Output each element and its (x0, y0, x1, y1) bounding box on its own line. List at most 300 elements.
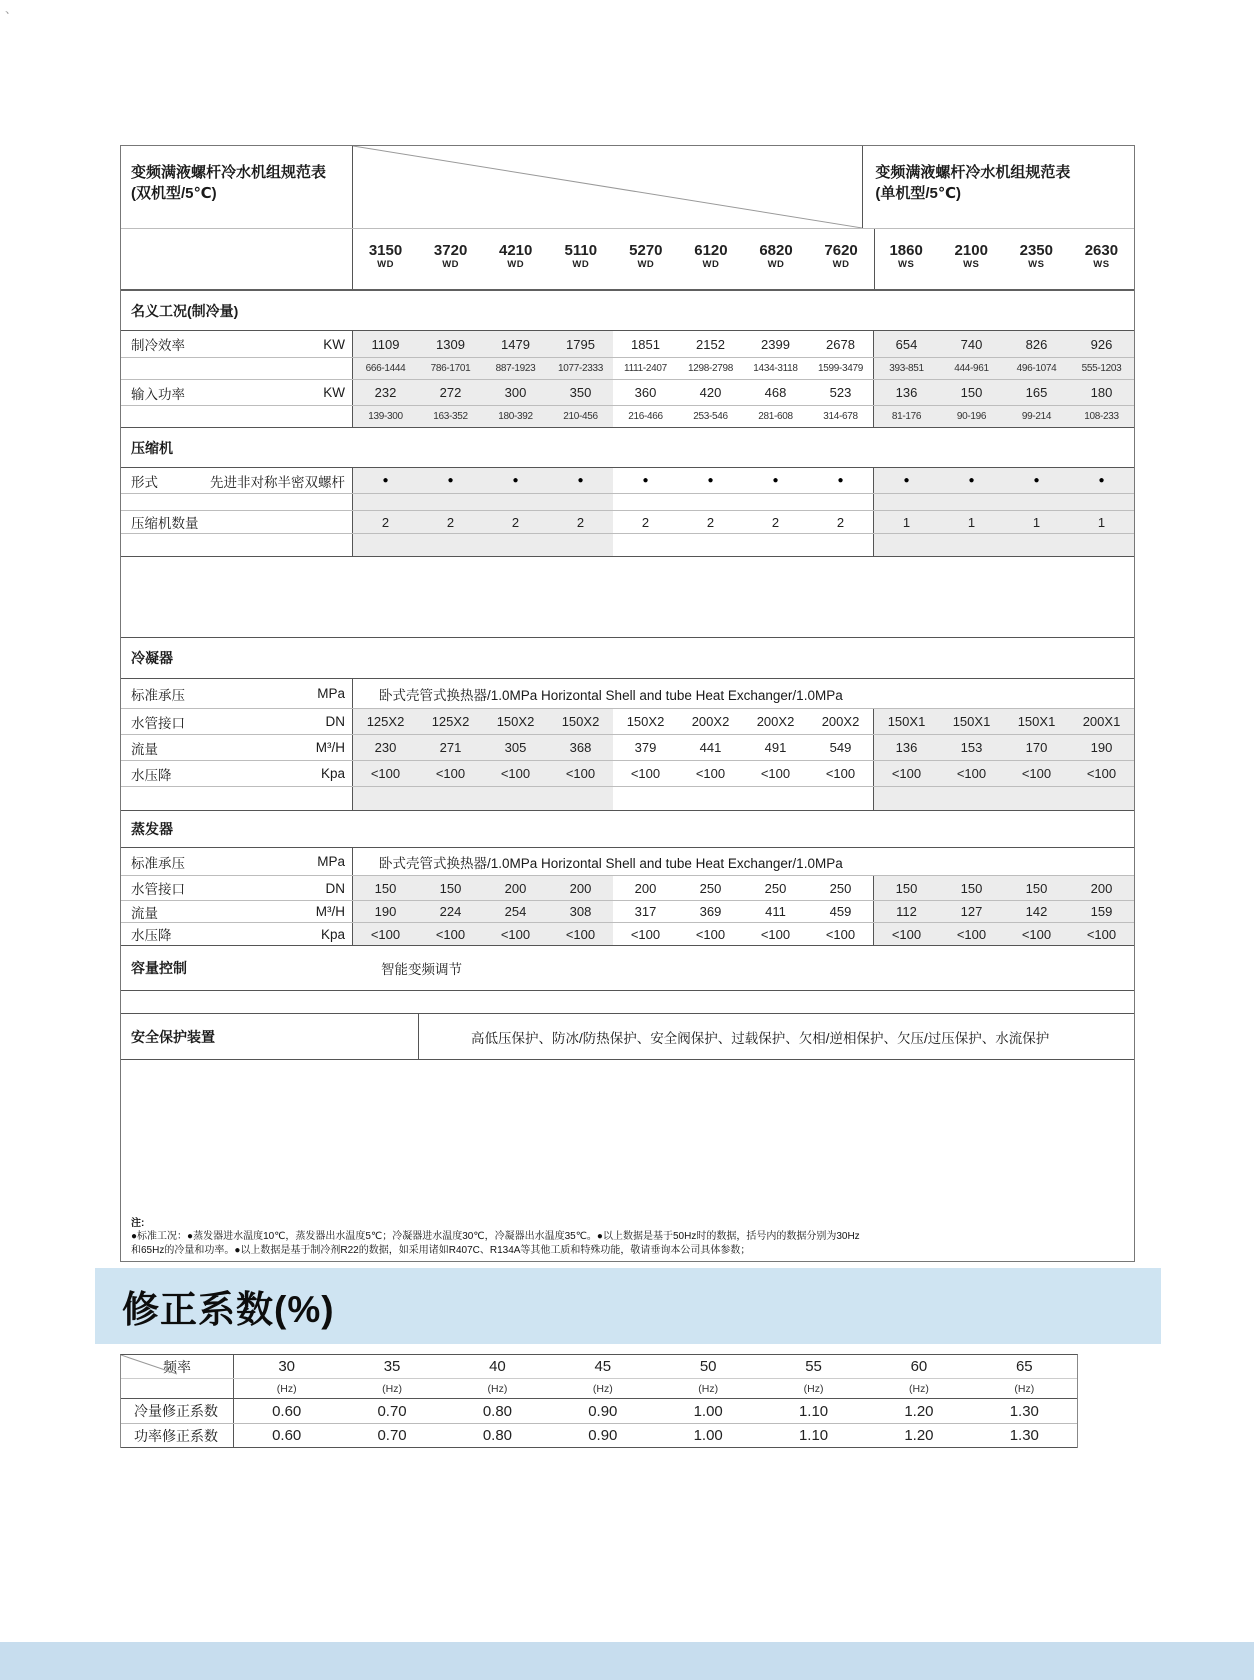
table-cell (613, 787, 678, 810)
row-unit: DN (325, 880, 345, 896)
row-values (353, 901, 1134, 922)
section-title: 蒸发器 (131, 821, 173, 837)
table-cell: 0.60 (272, 1427, 302, 1444)
row-label: 输入功率 (131, 386, 185, 402)
table-cell: 654 (873, 331, 939, 357)
cooling-correction-row (121, 1399, 1077, 1424)
table-cell: 55 (805, 1358, 822, 1375)
table-cell: 468 (764, 385, 787, 400)
row-input-range (121, 406, 1134, 428)
row-label-cell (121, 534, 353, 556)
table-cell: 0.70 (377, 1427, 407, 1444)
table-cell: ● (353, 468, 418, 493)
table-cell: 1077-2333 (548, 358, 613, 379)
row-label-cell (121, 901, 353, 922)
table-cell: 308 (548, 901, 613, 922)
table-cell: 1479 (483, 331, 548, 357)
table-cell (548, 494, 613, 510)
table-cell: 317 (634, 904, 657, 919)
row-values (353, 923, 1134, 945)
table-cell: 200 (1069, 876, 1134, 900)
table-cell: 411 (765, 904, 786, 919)
table-cell: 0.60 (272, 1402, 302, 1420)
table-cell: 112 (873, 901, 939, 922)
row-unit: Kpa (320, 926, 345, 942)
row-evaporator-flow (121, 901, 1134, 923)
table-cell: ● (939, 468, 1004, 493)
table-header-row (121, 146, 1134, 229)
empty-band (121, 991, 1134, 1014)
table-cell: ● (772, 475, 779, 486)
diagonal-cell (353, 146, 862, 228)
table-cell (939, 534, 1004, 556)
row-unit: KW (323, 336, 345, 352)
table-cell: 159 (1069, 901, 1134, 922)
row-evaporator-pressure (121, 848, 1134, 876)
table-cell: 230 (353, 735, 418, 760)
row-unit: MPa (317, 686, 345, 701)
table-cell: 150 (939, 380, 1004, 405)
table-cell: 350 (548, 380, 613, 405)
single-type-subtitle: (单机型/5℃) (875, 185, 961, 202)
table-cell: (Hz) (803, 1382, 824, 1395)
table-cell: 740 (939, 331, 1004, 357)
table-cell: 125X2 (353, 709, 418, 734)
table-cell: 250 (829, 880, 852, 896)
row-label: 水压降 (131, 928, 172, 943)
table-cell: 90-196 (939, 406, 1004, 427)
table-cell: 0.90 (588, 1427, 618, 1444)
table-cell: <100 (548, 923, 613, 945)
table-cell: 1 (939, 511, 1004, 533)
row-label-cell (121, 876, 353, 900)
table-cell: (Hz) (592, 1382, 613, 1395)
capacity-control-value: 智能变频调节 (381, 962, 462, 977)
table-cell: <100 (825, 766, 856, 781)
table-cell: 3720 (433, 242, 468, 259)
row-label-cell (121, 679, 353, 708)
spacer-row (121, 787, 1134, 811)
table-cell: 253-546 (693, 411, 728, 422)
table-cell: 1.20 (904, 1427, 934, 1444)
row-label-cell (121, 787, 353, 810)
table-cell: <100 (760, 926, 791, 942)
table-cell: 142 (1004, 901, 1069, 922)
table-cell (548, 787, 613, 810)
table-cell: 369 (699, 904, 722, 919)
table-cell: <100 (873, 923, 939, 945)
row-values (353, 380, 1134, 405)
table-cell: 271 (418, 735, 483, 760)
power-correction-row (121, 1424, 1077, 1448)
spacer-row (121, 534, 1134, 557)
table-cell: (Hz) (909, 1382, 929, 1395)
table-cell: 150X2 (483, 709, 548, 734)
table-cell: 1434-3118 (753, 363, 798, 374)
row-values (353, 468, 1134, 493)
table-cell: 0.80 (482, 1427, 513, 1444)
model-series (353, 259, 1134, 277)
row-label-cell (121, 761, 353, 786)
table-cell: 1111-2407 (624, 363, 667, 374)
frequency-label: 频率 (163, 1358, 191, 1375)
table-cell: 926 (1069, 331, 1134, 357)
table-cell: 45 (594, 1358, 612, 1375)
table-cell: WS (963, 259, 980, 270)
table-cell: 441 (699, 740, 722, 755)
table-cell (939, 494, 1004, 510)
table-cell: 2152 (696, 336, 725, 352)
row-cooling-range (121, 358, 1134, 380)
table-cell: 2 (706, 514, 715, 530)
table-cell: 224 (418, 901, 483, 922)
row-label: 流量 (131, 905, 158, 921)
row-label-cell (121, 380, 353, 405)
table-cell: (Hz) (382, 1382, 402, 1395)
row-evaporator-drop (121, 923, 1134, 946)
table-cell: 1 (1004, 511, 1069, 533)
table-cell: WD (507, 259, 525, 270)
footnote-line: ●标准工况：●蒸发器进水温度10℃，蒸发器出水温度5℃；冷凝器进水温度30℃，冷凝器出水温度35℃。●以上数据是基于50Hz时的数据，括号内的数据分别为30Hz (131, 1231, 860, 1242)
table-cell (808, 494, 873, 510)
table-cell: <100 (548, 761, 613, 786)
table-cell: 200X2 (756, 714, 795, 729)
row-unit: Kpa (320, 766, 345, 781)
table-cell: WS (1028, 259, 1045, 270)
table-cell: 150X2 (548, 709, 613, 734)
table-cell: (Hz) (276, 1382, 297, 1395)
note-region (121, 1060, 1134, 1263)
model-header-empty-cell (121, 229, 353, 289)
table-cell: 379 (634, 740, 657, 755)
table-cell: 1795 (548, 331, 613, 357)
table-cell (613, 494, 678, 510)
table-cell (1004, 494, 1069, 510)
wd-ws-divider (874, 229, 875, 289)
table-cell: 150 (418, 876, 483, 900)
table-cell (1069, 494, 1134, 510)
table-cell: 2350 (1019, 242, 1053, 259)
table-cell: 1599-3479 (817, 363, 864, 374)
table-cell: 523 (829, 385, 852, 400)
row-unit: M³/H (315, 740, 345, 755)
table-cell: 250 (699, 880, 722, 896)
table-cell: <100 (1004, 923, 1069, 945)
table-cell: <100 (939, 761, 1004, 786)
table-cell: <100 (353, 761, 418, 786)
table-cell (1004, 787, 1069, 810)
table-cell: 1.30 (1009, 1427, 1039, 1444)
table-cell: 127 (939, 901, 1004, 922)
row-values (353, 787, 1134, 810)
cooling-correction-values (234, 1399, 1077, 1423)
table-cell: 125X2 (418, 709, 483, 734)
row-label-cell (121, 406, 353, 427)
row-condenser-pressure (121, 679, 1134, 709)
table-cell: 1.10 (798, 1402, 829, 1420)
table-cell: 1.30 (1009, 1402, 1039, 1420)
table-cell: 190 (1069, 735, 1134, 760)
table-cell (743, 494, 808, 510)
table-cell: <100 (418, 923, 483, 945)
model-columns (353, 229, 1134, 289)
table-cell: <100 (483, 761, 548, 786)
row-condenser-drop (121, 761, 1134, 787)
row-values (353, 735, 1134, 760)
hz-units (234, 1379, 1077, 1398)
table-cell: 300 (483, 380, 548, 405)
table-cell: 150X2 (626, 714, 665, 729)
table-cell: 200 (483, 876, 548, 900)
table-cell: WS (1093, 259, 1110, 270)
single-type-title-cell (862, 146, 1134, 228)
table-cell: 65 (1015, 1358, 1033, 1375)
table-cell (808, 534, 873, 556)
table-cell: 314-678 (823, 411, 858, 422)
table-cell: 2678 (826, 336, 855, 352)
table-cell (418, 787, 483, 810)
frequency-header-row (121, 1355, 1077, 1379)
exchanger-spec: 卧式壳管式换热器/1.0MPa Horizontal Shell and tube Heat Exchanger/1.0MPa (379, 687, 843, 703)
table-cell: 170 (1004, 735, 1069, 760)
row-label: 水压降 (131, 767, 172, 783)
table-cell: 1860 (889, 242, 923, 259)
row-unit: KW (323, 385, 345, 400)
table-cell: 7620 (824, 242, 858, 259)
row-values (353, 761, 1134, 786)
table-cell (678, 534, 743, 556)
table-cell (873, 494, 939, 510)
table-cell: ● (873, 468, 939, 493)
row-cooling-capacity (121, 331, 1134, 358)
table-cell: 444-961 (939, 358, 1004, 379)
table-cell: 666-1444 (353, 358, 418, 379)
table-cell (1004, 534, 1069, 556)
row-values (353, 358, 1134, 379)
table-cell: ● (837, 475, 844, 486)
table-cell: 150X1 (939, 709, 1004, 734)
table-cell: 1.20 (904, 1402, 934, 1420)
table-cell: 6120 (694, 242, 728, 259)
table-cell: WD (377, 259, 394, 270)
table-cell: 60 (910, 1358, 928, 1375)
row-values (353, 876, 1134, 900)
table-cell: WD (832, 259, 850, 270)
table-cell: ● (1004, 468, 1069, 493)
table-cell: WD (767, 259, 785, 270)
dual-type-title-cell (121, 146, 353, 228)
table-cell (939, 787, 1004, 810)
table-cell: 4210 (499, 242, 533, 259)
table-cell (808, 787, 873, 810)
table-cell: 496-1074 (1004, 358, 1069, 379)
table-cell (678, 494, 743, 510)
power-correction-values (234, 1424, 1077, 1447)
table-cell: 887-1923 (483, 358, 548, 379)
row-label-cell (121, 494, 353, 510)
correction-heading: 修正系数(%) (122, 1289, 335, 1330)
row-safety-protection (121, 1014, 1134, 1060)
footnote-line: 和65Hz的冷量和功率。●以上数据是基于制冷剂R22的数据，如采用诸如R407C、R134A等其他工质和特殊功能，敬请垂询本公司具体参数； (131, 1244, 751, 1256)
table-cell: 2 (641, 514, 650, 530)
table-cell: 254 (483, 901, 548, 922)
empty-band (121, 557, 1134, 638)
cooling-correction-label: 冷量修正系数 (121, 1399, 234, 1423)
row-label: 压缩机数量 (131, 516, 199, 531)
row-capacity-control (121, 946, 1134, 991)
table-cell: 2399 (761, 336, 790, 352)
row-label: 流量 (131, 741, 158, 757)
table-cell: 459 (829, 904, 852, 919)
table-cell: ● (548, 468, 613, 493)
row-label-cell (121, 923, 353, 945)
table-cell: WD (572, 259, 590, 270)
row-label: 制冷效率 (131, 338, 185, 353)
table-cell: 150X1 (873, 709, 939, 734)
power-correction-label: 功率修正系数 (121, 1424, 234, 1447)
table-cell: 163-352 (418, 406, 483, 427)
table-cell: 5270 (629, 242, 663, 259)
table-cell: <100 (630, 766, 661, 781)
table-cell: <100 (630, 926, 661, 942)
table-cell (418, 494, 483, 510)
table-cell: 3150 (368, 242, 403, 259)
table-cell: 272 (418, 380, 483, 405)
table-cell (743, 787, 808, 810)
exchanger-spec: 卧式壳管式换热器/1.0MPa Horizontal Shell and tube Heat Exchanger/1.0MPa (379, 855, 843, 871)
table-cell: (Hz) (698, 1382, 719, 1395)
hz-unit-row (121, 1379, 1077, 1399)
table-cell: <100 (825, 926, 856, 942)
table-cell: 150 (353, 876, 418, 900)
row-label-cell (121, 468, 353, 493)
row-unit: M³/H (315, 904, 345, 919)
row-label-cell (121, 511, 353, 533)
compressor-type: 先进非对称半密双螺杆 (210, 474, 345, 490)
table-cell: 420 (699, 385, 722, 400)
table-cell (483, 534, 548, 556)
table-cell: 216-466 (628, 411, 663, 422)
frequency-label-cell (121, 1355, 234, 1378)
table-cell: ● (642, 475, 649, 486)
table-cell: 200 (548, 876, 613, 900)
spacer-row (121, 494, 1134, 511)
table-cell: 1.10 (798, 1427, 829, 1444)
table-cell (743, 534, 808, 556)
table-cell: 200X2 (691, 714, 730, 729)
table-cell (353, 534, 418, 556)
table-cell: 368 (548, 735, 613, 760)
table-cell: 2630 (1084, 242, 1119, 259)
table-cell: <100 (873, 761, 939, 786)
row-unit: DN (325, 714, 345, 729)
row-input-power (121, 380, 1134, 406)
table-cell: 50 (699, 1358, 717, 1375)
single-type-title: 变频满液螺杆冷水机组规范表 (875, 164, 1071, 181)
table-cell: 150 (1004, 876, 1069, 900)
table-cell: 99-214 (1004, 406, 1069, 427)
row-label: 标准承压 (131, 855, 185, 871)
table-cell (1069, 534, 1134, 556)
table-cell: 40 (489, 1358, 506, 1375)
table-cell: <100 (1069, 761, 1134, 786)
row-label-cell (121, 331, 353, 357)
table-cell: 0.90 (588, 1402, 618, 1420)
table-cell: <100 (418, 761, 483, 786)
table-cell: 1.00 (693, 1427, 723, 1444)
model-header-row (121, 229, 1134, 291)
table-cell: 200X1 (1069, 709, 1134, 734)
print-artifact: 、 (5, 2, 18, 16)
table-cell: 0.80 (482, 1402, 513, 1420)
table-cell: 2 (548, 511, 613, 533)
dual-type-title: 变频满液螺杆冷水机组规范表 (131, 164, 327, 181)
row-values (353, 406, 1134, 427)
table-cell: 200 (634, 880, 657, 896)
row-label-cell (121, 848, 353, 875)
table-cell: ● (1069, 468, 1134, 493)
table-cell: 1109 (353, 331, 418, 357)
table-cell: 1 (873, 511, 939, 533)
table-cell (483, 787, 548, 810)
row-label: 容量控制 (131, 960, 187, 976)
table-cell: (Hz) (1014, 1382, 1035, 1395)
table-cell: 136 (873, 735, 939, 760)
row-values (353, 511, 1134, 533)
table-cell: 786-1701 (418, 358, 483, 379)
table-cell: <100 (695, 766, 726, 781)
table-cell: 139-300 (353, 406, 418, 427)
table-cell: 200X2 (821, 714, 860, 729)
diagonal-line (353, 146, 862, 228)
table-cell (353, 494, 418, 510)
table-cell: <100 (483, 923, 548, 945)
table-cell: 1851 (631, 336, 660, 352)
table-cell: <100 (939, 923, 1004, 945)
table-cell: ● (483, 468, 548, 493)
model-codes (353, 229, 1134, 259)
section-compressor (121, 428, 1134, 468)
table-cell: <100 (353, 923, 418, 945)
table-cell: 210-456 (548, 406, 613, 427)
table-cell (613, 534, 678, 556)
empty-label-cell (121, 1379, 234, 1398)
row-label: 水管接口 (131, 715, 185, 731)
section-nominal (121, 291, 1134, 331)
row-values (353, 534, 1134, 556)
table-cell: 108-233 (1069, 406, 1134, 427)
footnote (131, 1217, 860, 1258)
row-unit: MPa (317, 854, 345, 869)
table-cell (873, 534, 939, 556)
table-cell: ● (418, 468, 483, 493)
row-evaporator-pipe (121, 876, 1134, 901)
dual-type-subtitle: (双机型/5℃) (131, 185, 217, 202)
table-cell: WD (637, 259, 655, 270)
correction-banner (95, 1268, 1161, 1344)
row-label: 安全保护装置 (121, 1014, 419, 1059)
table-cell: 165 (1004, 380, 1069, 405)
row-condenser-pipe (121, 709, 1134, 735)
table-cell: 250 (764, 880, 787, 896)
table-cell: 150 (939, 876, 1004, 900)
section-evaporator (121, 811, 1134, 848)
table-cell: (Hz) (487, 1382, 508, 1395)
table-cell: 305 (483, 735, 548, 760)
section-title: 名义工况(制冷量) (131, 302, 239, 319)
safety-protection-value: 高低压保护、防冰/防热保护、安全阀保护、过载保护、欠相/逆相保护、欠压/过压保护、水流保护 (471, 1030, 1050, 1046)
table-cell (483, 494, 548, 510)
